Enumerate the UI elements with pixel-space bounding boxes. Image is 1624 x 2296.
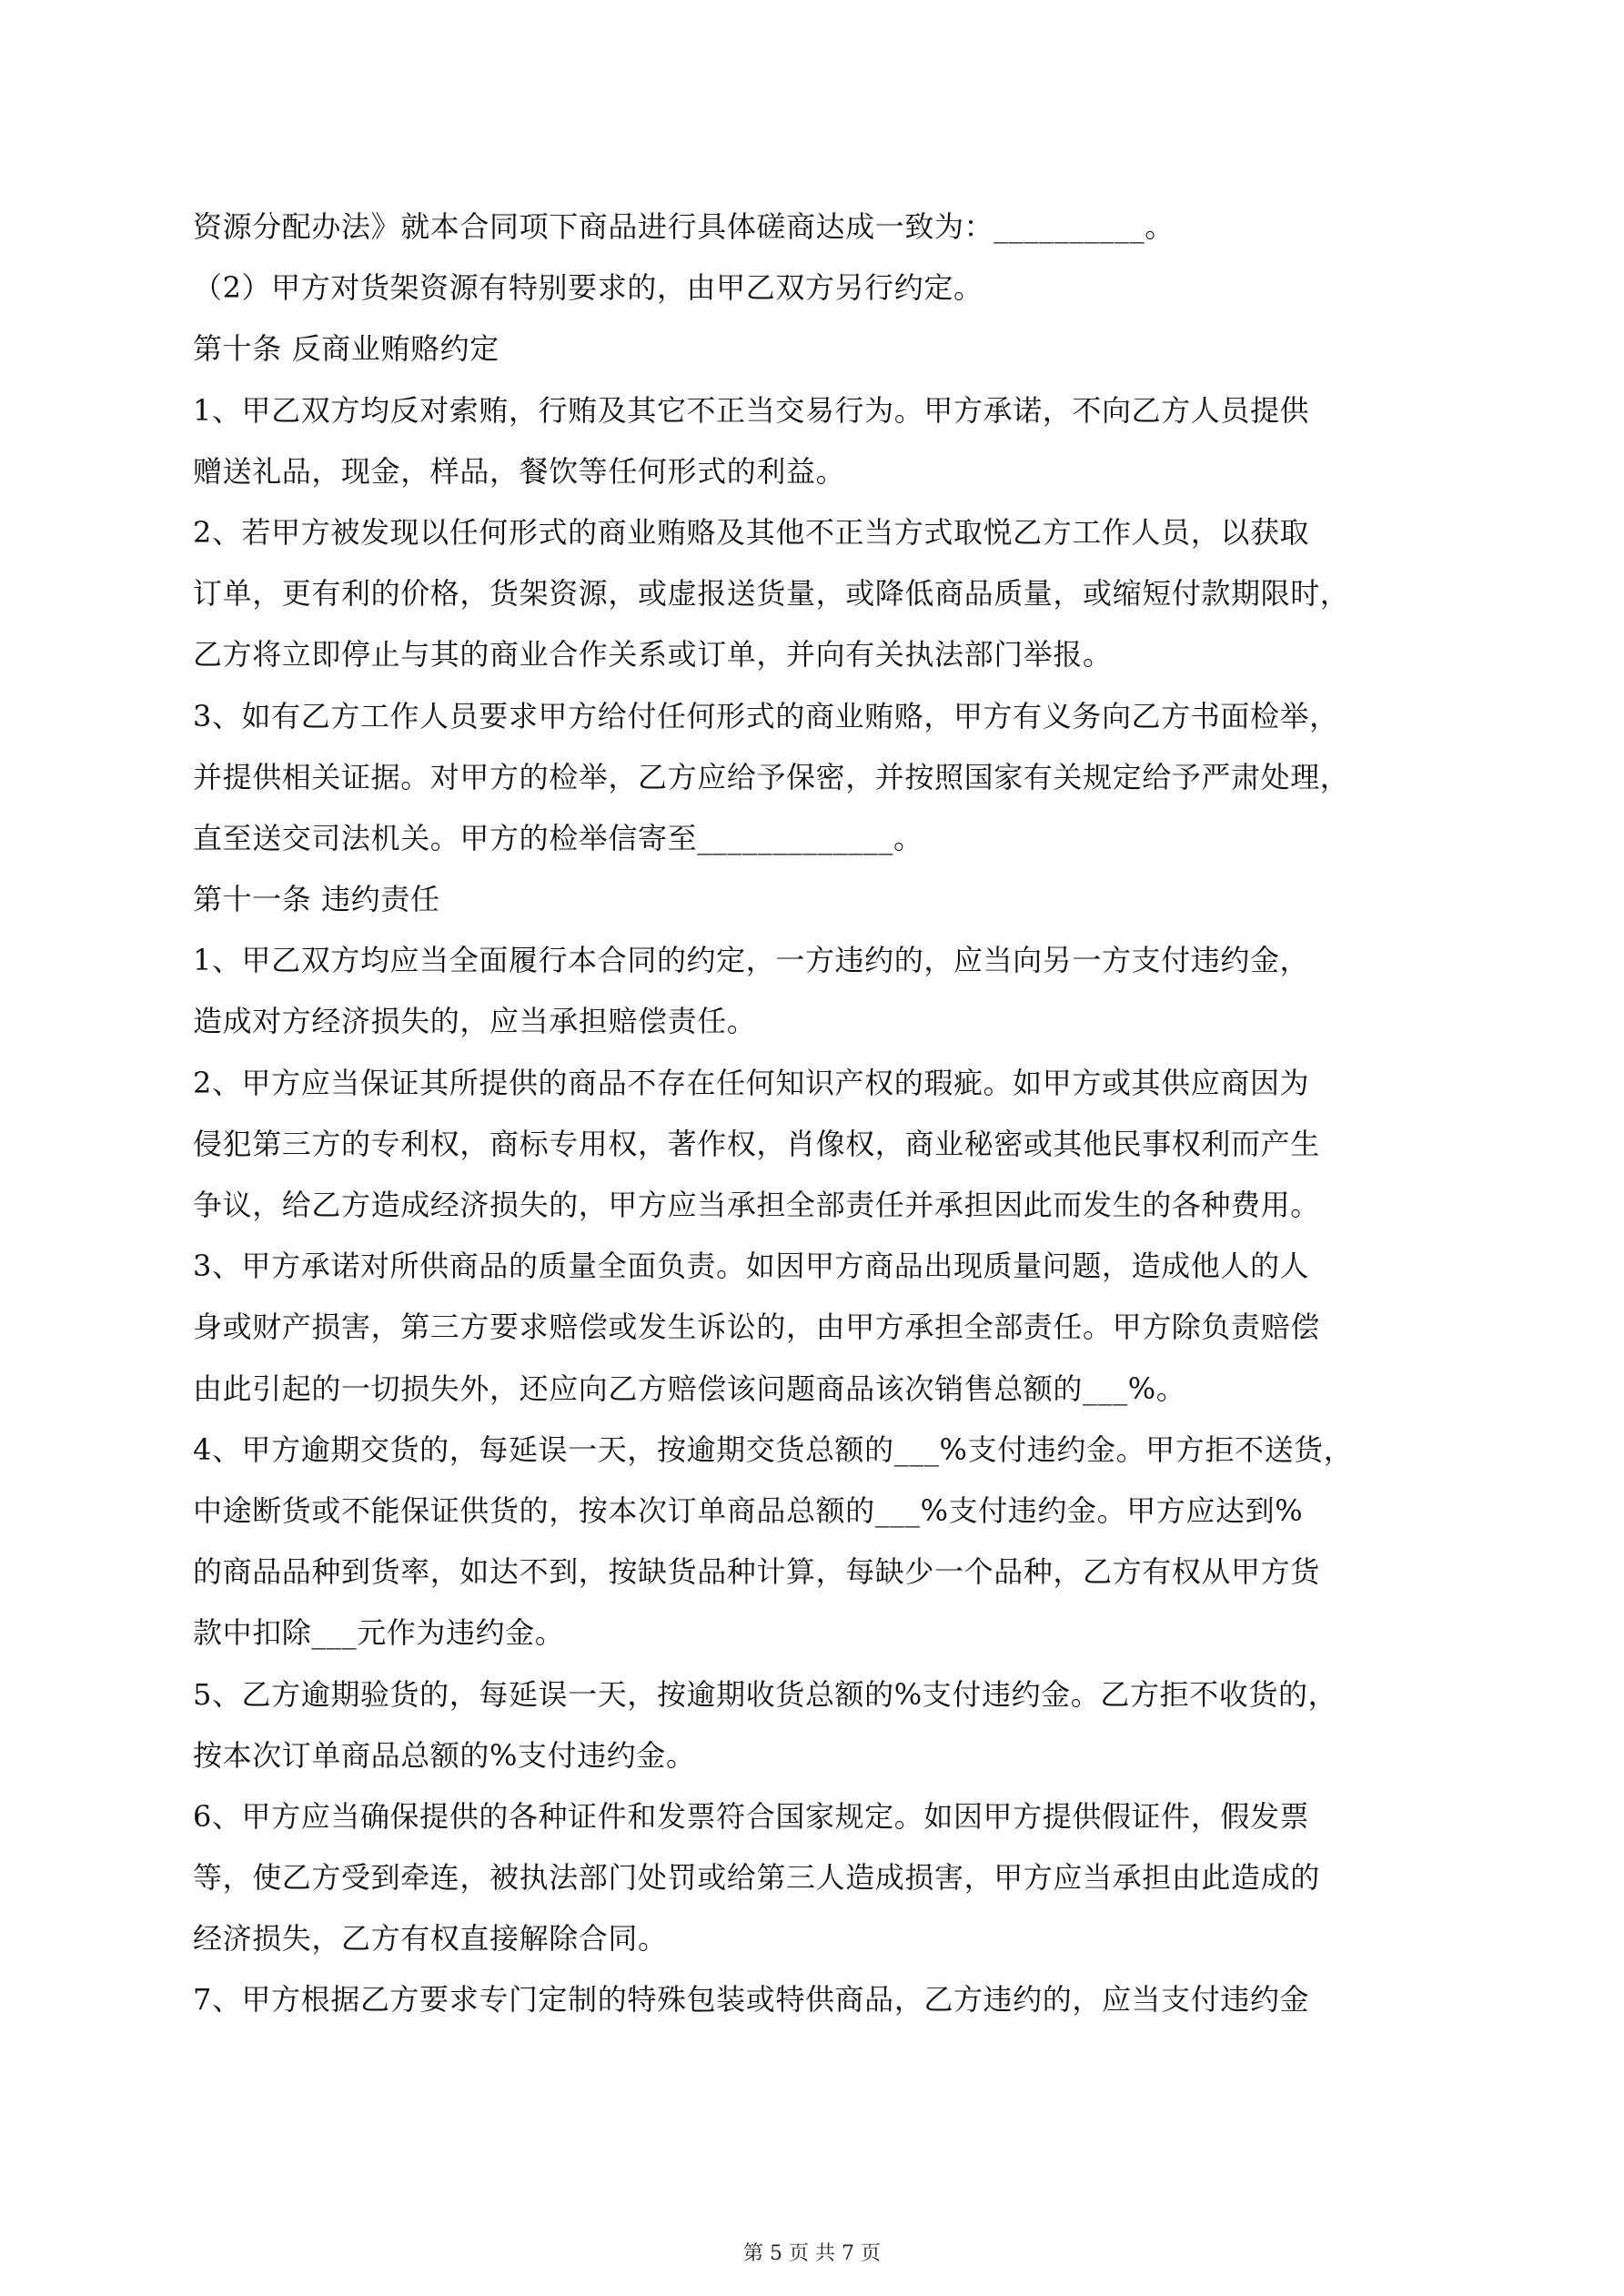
text-line: 3、甲方承诺对所供商品的质量全面负责。如因甲方商品出现质量问题，造成他人的人: [193, 1249, 1310, 1284]
text-line: 乙方将立即停止与其的商业合作关系或订单，并向有关执法部门举报。: [193, 637, 1113, 673]
text-line: 款中扣除___元作为违约金。: [193, 1615, 565, 1651]
text-line: 4、甲方逾期交货的，每延误一天，按逾期交货总额的___%支付违约金。甲方拒不送货，: [193, 1431, 1354, 1467]
text-line: 身或财产损害，第三方要求赔偿或发生诉讼的，由甲方承担全部责任。甲方除负责赔偿: [193, 1310, 1320, 1345]
text-line: 赠送礼品，现金，样品，餐饮等任何形式的利益。: [193, 453, 846, 489]
text-line: 直至送交司法机关。甲方的检举信寄至_____________。: [193, 820, 923, 855]
section-heading: 第十条 反商业贿赂约定: [193, 331, 499, 367]
text-line: （2）甲方对货架资源有特别要求的，由甲乙双方另行约定。: [193, 270, 983, 306]
text-line: 订单，更有利的价格，货架资源，或虚报送货量，或降低商品质量，或缩短付款期限时，: [193, 576, 1350, 612]
text-line: 2、甲方应当保证其所提供的商品不存在任何知识产权的瑕疵。如甲方或其供应商因为: [193, 1065, 1310, 1100]
document-body: [193, 197, 1439, 2031]
text-line: 按本次订单商品总额的%支付违约金。: [193, 1737, 696, 1773]
text-line: 7、甲方根据乙方要求专门定制的特殊包装或特供商品，乙方违约的，应当支付违约金: [193, 1982, 1310, 2018]
page-number-footer: 第 5 页 共 7 页: [743, 2242, 881, 2265]
text-line: 造成对方经济损失的，应当承担赔偿责任。: [193, 1004, 757, 1039]
text-line: 争议，给乙方造成经济损失的，甲方应当承担全部责任并承担因此而发生的各种费用。: [193, 1188, 1320, 1222]
text-line: 1、甲乙双方均反对索贿，行贿及其它不正当交易行为。甲方承诺，不向乙方人员提供: [193, 392, 1310, 428]
text-line: 2、若甲方被发现以任何形式的商业贿赂及其他不正当方式取悦乙方工作人员，以获取: [193, 514, 1310, 550]
text-line: 资源分配办法》就本合同项下商品进行具体磋商达成一致为：__________。: [193, 209, 1175, 244]
text-line: 的商品品种到货率，如达不到，按缺货品种计算，每缺少一个品种，乙方有权从甲方货: [193, 1554, 1320, 1590]
text-line: 由此引起的一切损失外，还应向乙方赔偿该问题商品该次销售总额的___%。: [193, 1371, 1186, 1406]
text-line: 等，使乙方受到牵连，被执法部门处罚或给第三人造成损害，甲方应当承担由此造成的: [193, 1860, 1320, 1896]
text-line: 6、甲方应当确保提供的各种证件和发票符合国家规定。如因甲方提供假证件，假发票: [193, 1798, 1310, 1834]
text-line: 5、乙方逾期验货的，每延误一天，按逾期收货总额的%支付违约金。乙方拒不收货的，: [193, 1676, 1338, 1712]
text-line: 侵犯第三方的专利权，商标专用权，著作权，肖像权，商业秘密或其他民事权利而产生: [193, 1126, 1320, 1161]
text-line: 3、如有乙方工作人员要求甲方给付任何形式的商业贿赂，甲方有义务向乙方书面检举，: [193, 698, 1339, 733]
text-line: 并提供相关证据。对甲方的检举，乙方应给予保密，并按照国家有关规定给予严肃处理，: [193, 759, 1350, 794]
text-line: 中途断货或不能保证供货的，按本次订单商品总额的___%支付违约金。甲方应达到%: [193, 1492, 1304, 1528]
section-heading: 第十一条 违约责任: [193, 882, 440, 917]
text-line: 1、甲乙双方均应当全面履行本合同的约定，一方违约的，应当向另一方支付违约金，: [193, 943, 1310, 978]
text-line: 经济损失，乙方有权直接解除合同。: [193, 1921, 668, 1957]
